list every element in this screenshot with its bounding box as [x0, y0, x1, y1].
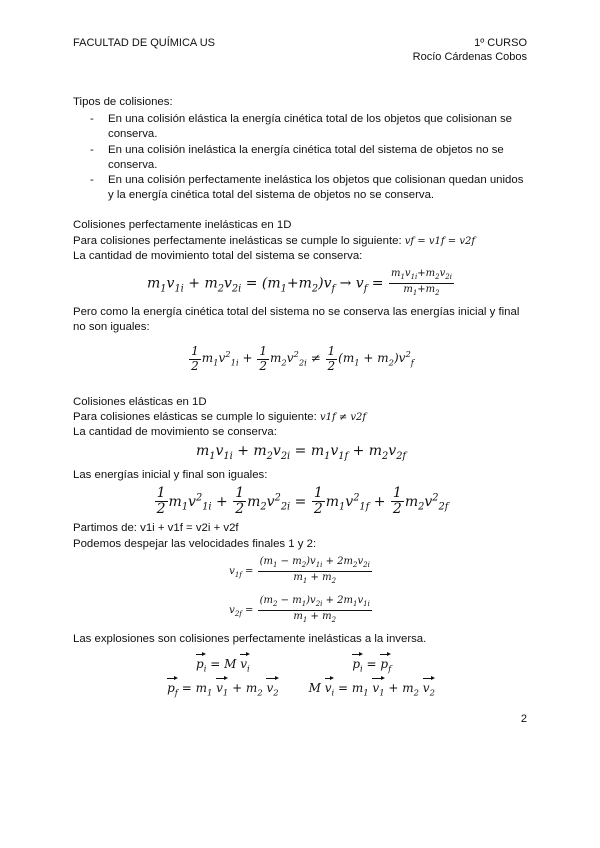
elastic-line2: La cantidad de movimiento se conserva:: [73, 426, 277, 439]
tipos-list: [73, 112, 529, 203]
elastic-line5: Podemos despejar las velocidades finales 1 y 2:: [73, 537, 317, 550]
energy-inequality-equation: $\frac{1}{2}$ $m_1v^2_{1i}$ + $\frac{1}{2}$ $m_2v^2_{2i}$ ≠ $\frac{1}{2}$ $(m_1 + m_2)v^2_f$: [191, 344, 414, 373]
momentum-equation-elastic: $m_1v_{1i} + m_2v_{2i} = m_1v_{1f} + m_2v_{2f}$: [195, 443, 407, 463]
tipos-title: Tipos de colisiones:: [73, 96, 173, 108]
explosion-equations: [73, 653, 529, 700]
list-item: - En una colisión perfectamente inelástica los objetos que colisionan quedan unidos y la energía cinética total del sistema de objetos no se conserva.: [73, 173, 529, 203]
perfect-line1: Para colisiones perfectamente inelásticas se cumple lo siguiente: vf = v1f = v2f: [73, 234, 476, 247]
perfect-line2: La cantidad de movimiento total del sistema se conserva:: [73, 249, 363, 262]
elastic-condition-formula: v1f ≠ v2f: [319, 412, 367, 424]
page-number: 2: [520, 713, 527, 725]
elastic-velocity-relation: v1i + v1f = v2i + v2f: [140, 522, 239, 535]
elastic-title: Colisiones elásticas en 1D: [73, 395, 207, 408]
elastic-line1: Para colisiones elásticas se cumple lo siguiente: v1f ≠ v2f: [73, 411, 367, 424]
energy-equality-equation: $\frac{1}{2}$ $m_1v^2_{1i}$ + $\frac{1}{2}$ $m_2v^2_{2i}$ = $\frac{1}{2}$ $m_1v^2_{1f}$ + $\frac{1}{2}$ $m_2v^2_{2f}$: [156, 484, 449, 518]
v1f-equation: $v_{1f}$ = $\frac{(m_1 - m_2)v_{1i} + 2m_2v_{2i}}{m_1 + m_2}$: [229, 555, 370, 585]
list-item: - En una colisión inelástica la energía cinética total del sistema de objetos no se conserva.: [73, 143, 529, 173]
explosion-equations-left: $p_i = M$ $v_i$ $p_f = m_1$ $v_1 + m_2$ $v_2$: [167, 653, 279, 700]
list-item: - En una colisión elástica la energía cinética total de los objetos que colisionan se conserva.: [73, 112, 529, 142]
perfect-condition-formula: vf = v1f = v2f: [404, 235, 476, 247]
elastic-line3: Las energías inicial y final son iguales:: [73, 469, 268, 482]
v2f-equation: $v_{2f}$ = $\frac{(m_2 - m_1)v_{2i} + 2m_1v_{1i}}{m_1 + m_2}$: [229, 594, 370, 624]
perfect-line3: Pero como la energía cinética total del sistema no se conserva las energías inicial y final no son iguales:: [73, 306, 520, 334]
page-content: [73, 95, 529, 700]
perfect-title: Colisiones perfectamente inelásticas en 1D: [73, 219, 292, 232]
header-course-author: [413, 36, 527, 64]
explosions-text: Las explosiones son colisiones perfectamente inelásticas a la inversa.: [73, 632, 427, 645]
elastic-line4: Partimos de: v1i + v1f = v2i + v2f: [73, 522, 239, 535]
explosion-equations-right: $p_i = p_f$ M $v_i = m_1$ $v_1 + m_2$ $v_2$: [309, 653, 435, 700]
header-faculty: FACULTAD DE QUÍMICA US: [73, 37, 216, 49]
momentum-equation-perfect: $m_1v_{1i} + m_2v_{2i} = (m_1+m_2)v_f \to v_f$ = $\frac{m_1v_{1i}+m_2v_{2i}}{m_1+m_2}$: [147, 268, 452, 298]
header-course: 1º CURSO: [474, 37, 527, 49]
header-author: Rocío Cárdenas Cobos: [412, 51, 527, 63]
